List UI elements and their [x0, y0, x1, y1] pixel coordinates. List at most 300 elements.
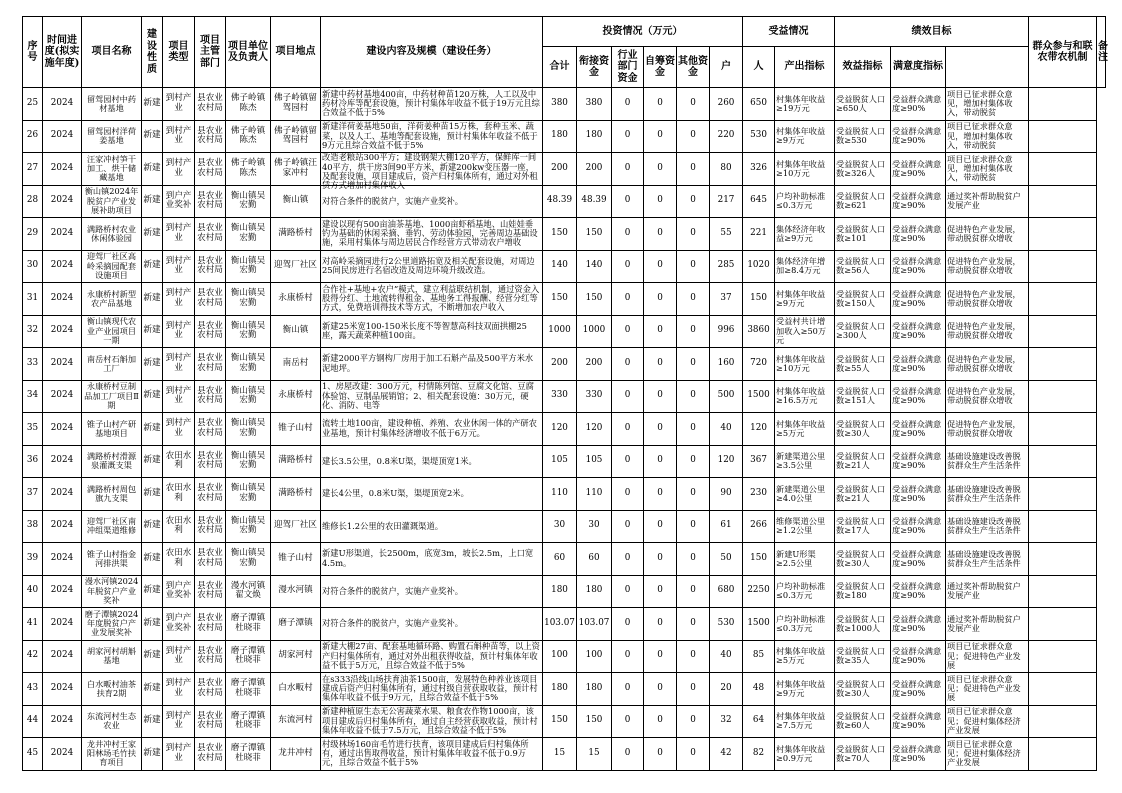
cell-unit-text: 磨子潭镇杜晓菲 — [230, 678, 266, 698]
cell-invest-total — [543, 88, 577, 121]
cell-location-text: 佛子岭镇留驾园村 — [274, 125, 317, 146]
cell-invest-dept-text: 0 — [624, 260, 631, 271]
cell-seq-text: 39 — [26, 552, 39, 563]
cell-year — [43, 738, 82, 771]
cell-nature — [142, 250, 163, 283]
cell-type — [163, 738, 195, 771]
cell-remark — [1029, 153, 1097, 186]
cell-invest-dept-text: 0 — [624, 617, 631, 628]
table-row — [23, 250, 1106, 283]
cell-content — [321, 543, 543, 576]
cell-seq — [23, 705, 43, 738]
cell-nature-text: 新建 — [143, 715, 161, 726]
cell-nature — [142, 120, 163, 153]
cell-invest-self-text: 0 — [657, 585, 663, 596]
cell-invest-total-text: 105 — [551, 455, 568, 466]
header-invest-self: 自筹资金 — [644, 47, 677, 88]
cell-type — [163, 608, 195, 641]
cell-unit — [226, 250, 271, 283]
cell-invest-link-text: 150 — [585, 227, 603, 238]
cell-invest-link-text: 380 — [585, 97, 603, 108]
cell-effect-text: 受益脱贫人口数≥150人 — [836, 288, 886, 308]
cell-invest-dept — [612, 608, 644, 641]
cell-mechanism — [946, 673, 1029, 706]
cell-households — [710, 153, 743, 186]
cell-mechanism-text: 项目已征求群众意见，增加村集体收入，带动脱贫 — [947, 88, 1013, 118]
cell-location — [271, 283, 321, 316]
cell-invest-total — [543, 608, 577, 641]
cell-content-text: 新建大棚27亩、配套基地循环路、购置石斛种苗等，以上资产归村集体所有，通过对外出租获得收益，预计村集体年收益不低于5万元，且综合效益不低于5% — [322, 641, 540, 670]
cell-invest-total-text: 120 — [551, 422, 568, 433]
cell-seq — [23, 478, 43, 511]
cell-invest-link — [577, 705, 612, 738]
cell-invest-total — [543, 510, 577, 543]
cell-project-name — [82, 120, 142, 153]
cell-invest-other-text: 0 — [690, 650, 696, 661]
cell-dept-text: 县农业农村局 — [197, 158, 223, 178]
cell-invest-other-text: 0 — [690, 130, 696, 141]
cell-output-text: 受益村共计增加收入≥50万元 — [776, 316, 827, 345]
cell-dept — [195, 543, 226, 576]
cell-seq-text: 34 — [26, 390, 39, 401]
cell-invest-dept-text: 0 — [624, 357, 631, 368]
cell-nature-text: 新建 — [143, 552, 161, 563]
cell-mechanism-text: 通过奖补帮助脱贫户发展产业 — [947, 581, 1021, 601]
cell-location — [271, 315, 321, 348]
cell-satisfaction — [891, 705, 946, 738]
cell-remark — [1029, 315, 1097, 348]
cell-remark — [1029, 348, 1097, 381]
cell-effect-text: 受益脱贫人口数≥30人 — [836, 678, 886, 698]
cell-invest-other — [677, 445, 710, 478]
cell-seq-text: 38 — [26, 520, 39, 531]
cell-invest-total — [543, 218, 577, 251]
cell-effect — [835, 705, 891, 738]
cell-project-name — [82, 348, 142, 381]
cell-satisfaction — [891, 640, 946, 673]
cell-invest-total — [543, 543, 577, 576]
cell-project-name-text: 满路桥村农业休闲体验园 — [86, 223, 137, 243]
cell-type-text: 到村产业 — [165, 255, 192, 276]
cell-invest-total — [543, 575, 577, 608]
cell-invest-link — [577, 575, 612, 608]
header-location: 项目地点 — [271, 17, 321, 88]
cell-seq — [23, 348, 43, 381]
cell-seq — [23, 575, 43, 608]
cell-satisfaction — [891, 153, 946, 186]
cell-households-text: 32 — [720, 715, 732, 726]
cell-invest-dept-text: 0 — [624, 552, 631, 563]
cell-output — [775, 218, 835, 251]
cell-dept-text: 县农业农村局 — [197, 743, 223, 763]
cell-year — [43, 120, 82, 153]
cell-project-name — [82, 445, 142, 478]
cell-effect-text: 受益脱贫人口≥650人 — [836, 93, 886, 113]
cell-invest-link-text: 110 — [585, 487, 603, 498]
cell-content — [321, 705, 543, 738]
cell-type-text: 农田水利 — [165, 515, 192, 536]
cell-invest-self-text: 0 — [657, 260, 663, 271]
cell-type — [163, 705, 195, 738]
cell-location-text: 满路桥村 — [278, 227, 313, 238]
cell-households-text: 220 — [717, 130, 735, 141]
cell-mechanism-text: 项目已征求群众意见；促进特色产业发展 — [947, 673, 1021, 703]
header-name: 项目名称 — [82, 17, 142, 88]
cell-invest-total — [543, 153, 577, 186]
cell-invest-dept — [612, 478, 644, 511]
cell-invest-other — [677, 478, 710, 511]
cell-location — [271, 738, 321, 771]
cell-remark — [1029, 705, 1097, 738]
cell-effect — [835, 315, 891, 348]
cell-location-text: 满路桥村 — [278, 455, 313, 466]
cell-remark — [1029, 380, 1097, 413]
cell-invest-dept-text: 0 — [624, 292, 631, 303]
cell-mechanism-text: 基础设施建设改善脱贫群众生产生活条件 — [947, 516, 1021, 536]
cell-year — [43, 543, 82, 576]
cell-project-name — [82, 510, 142, 543]
cell-effect-text: 受益脱贫人口数≥30人 — [836, 548, 886, 568]
cell-nature — [142, 543, 163, 576]
cell-output — [775, 510, 835, 543]
cell-people — [743, 185, 775, 218]
cell-type — [163, 510, 195, 543]
cell-dept — [195, 88, 226, 121]
cell-invest-self-text: 0 — [657, 747, 663, 758]
cell-invest-dept — [612, 738, 644, 771]
cell-mechanism — [946, 543, 1029, 576]
cell-invest-self — [644, 88, 677, 121]
cell-year — [43, 640, 82, 673]
cell-unit — [226, 445, 271, 478]
cell-invest-link-text: 330 — [585, 390, 603, 401]
cell-invest-other-text: 0 — [690, 747, 696, 758]
cell-invest-link — [577, 673, 612, 706]
cell-year-text: 2024 — [50, 682, 74, 693]
cell-nature-text: 新建 — [143, 422, 161, 433]
cell-households-text: 680 — [717, 585, 735, 596]
cell-people-text: 48 — [752, 682, 765, 693]
cell-content — [321, 640, 543, 673]
cell-invest-self — [644, 575, 677, 608]
cell-output — [775, 478, 835, 511]
cell-output — [775, 738, 835, 771]
cell-people — [743, 348, 775, 381]
cell-project-name — [82, 88, 142, 121]
cell-mechanism-text: 促进特色产业发展，带动脱贫群众增收 — [947, 418, 1021, 438]
table-row — [23, 348, 1106, 381]
cell-year-text: 2024 — [50, 487, 74, 498]
header-effect: 效益指标 — [835, 47, 891, 88]
cell-output-text: 户均补助标准≤0.3万元 — [776, 191, 826, 211]
cell-project-name-text: 漫水河镇2024年脱贫户产业奖补 — [84, 576, 139, 605]
cell-mechanism-text: 基础设施建设改善脱贫群众生产生活条件 — [947, 451, 1021, 471]
cell-type-text: 到村产业 — [165, 645, 192, 666]
cell-satisfaction-text: 受益群众满意度≥90% — [892, 711, 942, 731]
cell-satisfaction-text: 受益群众满意度≥90% — [892, 386, 942, 406]
cell-type-text: 到户产业奖补 — [165, 580, 192, 601]
cell-people — [743, 380, 775, 413]
cell-invest-self-text: 0 — [657, 195, 663, 206]
cell-effect-text: 受益脱贫人口数≥60人 — [836, 711, 886, 731]
cell-invest-other-text: 0 — [690, 292, 696, 303]
cell-people-text: 221 — [750, 227, 767, 238]
cell-output-text: 集体经济年增加≥8.4万元 — [776, 256, 826, 276]
cell-project-name — [82, 315, 142, 348]
cell-type — [163, 640, 195, 673]
cell-invest-other — [677, 315, 710, 348]
cell-effect — [835, 738, 891, 771]
cell-invest-dept — [612, 413, 644, 446]
cell-nature — [142, 413, 163, 446]
cell-people — [743, 153, 775, 186]
cell-invest-self — [644, 608, 677, 641]
cell-mechanism-text: 项目已征求群众意见，增加村集体收入，带动脱贫 — [947, 153, 1013, 183]
cell-nature-text: 新建 — [143, 585, 161, 596]
cell-type-text: 到村产业 — [165, 678, 192, 698]
cell-seq — [23, 510, 43, 543]
cell-dept — [195, 413, 226, 446]
cell-invest-self-text: 0 — [657, 617, 663, 628]
cell-output-text: 村集体年收益≥7.5万元 — [776, 711, 826, 731]
cell-seq-text: 41 — [26, 617, 39, 628]
cell-invest-self-text: 0 — [657, 487, 663, 498]
cell-location-text: 南岳村 — [282, 357, 309, 368]
cell-remark — [1029, 250, 1097, 283]
cell-year — [43, 413, 82, 446]
header-year: 时间进度(拟实施年度) — [43, 17, 82, 88]
cell-people-text: 645 — [750, 195, 767, 206]
cell-mechanism — [946, 608, 1029, 641]
cell-dept — [195, 445, 226, 478]
cell-households — [710, 705, 743, 738]
cell-output — [775, 185, 835, 218]
cell-unit — [226, 88, 271, 121]
cell-invest-self-text: 0 — [657, 682, 663, 693]
cell-seq-text: 26 — [26, 130, 39, 141]
cell-remark — [1029, 283, 1097, 316]
cell-invest-self — [644, 185, 677, 218]
header-satisfaction: 满意度指标 — [891, 47, 946, 88]
cell-invest-other-text: 0 — [690, 682, 696, 693]
cell-seq — [23, 640, 43, 673]
cell-location — [271, 510, 321, 543]
cell-content-text: 建设以现有500亩油茶基地、1000亩虾稻基地、山娃娃垂钓为基础的休闲采摘、垂钓、劳动体验园，完善周边基础设施，采用村集体与周边居民合作经营方式带动农户增收 — [322, 218, 538, 248]
header-output: 产出指标 — [775, 47, 835, 88]
cell-nature-text: 新建 — [143, 162, 161, 173]
cell-output-text: 村集体年收益≥9万元 — [776, 678, 826, 698]
cell-invest-total — [543, 413, 577, 446]
cell-invest-dept-text: 0 — [624, 130, 631, 141]
cell-invest-self — [644, 445, 677, 478]
cell-remark — [1029, 120, 1097, 153]
cell-mechanism — [946, 185, 1029, 218]
cell-content — [321, 152, 543, 191]
cell-type-text: 到村产业 — [165, 320, 192, 341]
cell-invest-other-text: 0 — [690, 357, 696, 368]
cell-output — [775, 445, 835, 478]
cell-dept-text: 县农业农村局 — [197, 580, 223, 601]
cell-invest-link-text: 1000 — [582, 325, 606, 336]
cell-content-text: 新建种植原生态无公害蔬菜水果、粮食农作物1000亩，该项目建成后归村集体所有，通过自主经营获取收益，预计村集体年收益不低于7.5万元，且综合效益不低于5% — [322, 706, 538, 735]
cell-invest-dept — [612, 705, 644, 738]
cell-location-text: 满路桥村 — [278, 487, 313, 498]
cell-mechanism — [946, 478, 1029, 511]
cell-effect-text: 受益脱贫人口数≥55人 — [836, 353, 886, 373]
header-mechanism: 群众参与和联农带农机制 — [1029, 17, 1097, 88]
cell-invest-link — [577, 413, 612, 446]
cell-invest-dept-text: 0 — [624, 650, 631, 661]
cell-mechanism — [946, 413, 1029, 446]
cell-seq-text: 30 — [26, 260, 39, 271]
cell-invest-other-text: 0 — [690, 325, 696, 336]
cell-output — [775, 575, 835, 608]
cell-mechanism — [946, 153, 1029, 186]
cell-invest-self — [644, 348, 677, 381]
cell-mechanism — [946, 250, 1029, 283]
cell-dept — [195, 218, 226, 251]
cell-invest-dept-text: 0 — [624, 585, 631, 596]
cell-satisfaction-text: 受益群众满意度≥90% — [892, 743, 942, 763]
cell-households-text: 42 — [720, 747, 732, 758]
cell-satisfaction — [891, 543, 946, 576]
cell-location — [271, 445, 321, 478]
cell-invest-self — [644, 380, 677, 413]
cell-year-text: 2024 — [50, 292, 74, 303]
cell-households — [710, 413, 743, 446]
cell-mechanism-text: 项目已征求群众意见；促进村集体经济产业发展 — [947, 738, 1021, 768]
cell-invest-self-text: 0 — [657, 552, 663, 563]
cell-people — [743, 543, 775, 576]
cell-unit-text: 衡山镇吴宏勤 — [230, 418, 266, 438]
cell-seq-text: 28 — [26, 195, 39, 206]
cell-effect-text: 受益脱贫人口数≥1000人 — [836, 613, 886, 633]
cell-dept-text: 县农业农村局 — [197, 93, 223, 113]
cell-people — [743, 445, 775, 478]
cell-nature-text: 新建 — [143, 227, 161, 238]
cell-invest-dept — [612, 640, 644, 673]
cell-households-text: 160 — [717, 357, 735, 368]
cell-year — [43, 315, 82, 348]
cell-nature — [142, 445, 163, 478]
cell-location — [271, 705, 321, 738]
cell-people-text: 64 — [752, 715, 765, 726]
cell-invest-other — [677, 348, 710, 381]
cell-year-text: 2024 — [50, 162, 74, 173]
cell-project-name-text: 满路桥村滑源泉灌溉支渠 — [86, 451, 137, 471]
cell-location-text: 永康桥村 — [278, 390, 313, 401]
cell-satisfaction-text: 受益群众满意度≥90% — [892, 548, 942, 568]
cell-invest-total — [543, 348, 577, 381]
cell-invest-dept-text: 0 — [624, 682, 631, 693]
cell-output-text: 村集体年收益≥10万元 — [776, 353, 826, 373]
cell-year — [43, 478, 82, 511]
cell-invest-total — [543, 283, 577, 316]
cell-households — [710, 738, 743, 771]
cell-effect — [835, 250, 891, 283]
cell-content-text: 村级林场160亩毛竹进行扶育，该项目建成后归村集体所有，通过出售取得收益，预计村集体年收益不低于0.9万元，且综合效益不低于5% — [322, 738, 529, 768]
cell-satisfaction-text: 受益群众满意度≥90% — [892, 93, 942, 113]
cell-people-text: 85 — [752, 650, 765, 661]
cell-remark — [1029, 640, 1097, 673]
cell-people-text: 3860 — [747, 325, 770, 336]
cell-households-text: 500 — [717, 390, 735, 401]
cell-dept — [195, 283, 226, 316]
cell-dept-text: 县农业农村局 — [197, 418, 223, 438]
cell-invest-self-text: 0 — [657, 390, 663, 401]
cell-dept — [195, 640, 226, 673]
cell-effect — [835, 348, 891, 381]
cell-mechanism-text: 通过奖补帮助脱贫户发展产业 — [947, 191, 1021, 211]
cell-location-text: 锥子山村 — [278, 552, 313, 563]
table-row — [23, 543, 1106, 576]
cell-invest-total — [543, 478, 577, 511]
cell-output — [775, 348, 835, 381]
cell-invest-link — [577, 218, 612, 251]
cell-satisfaction-text: 受益群众满意度≥90% — [892, 451, 942, 471]
cell-type-text: 农田水利 — [165, 483, 192, 503]
table-row — [23, 445, 1106, 478]
cell-invest-dept-text: 0 — [624, 227, 631, 238]
cell-nature-text: 新建 — [143, 455, 161, 466]
cell-location-text: 胡家河村 — [278, 650, 313, 661]
cell-output-text: 村集体年收益≥9万元 — [776, 288, 826, 308]
cell-type-text: 到户产业奖补 — [165, 613, 192, 633]
cell-unit — [226, 575, 271, 608]
cell-location — [271, 185, 321, 218]
project-table — [22, 16, 1109, 771]
cell-content — [321, 608, 543, 641]
cell-dept-text: 县农业农村局 — [197, 515, 223, 536]
cell-invest-link — [577, 380, 612, 413]
cell-dept-text: 县农业农村局 — [197, 255, 223, 276]
cell-invest-self-text: 0 — [657, 357, 663, 368]
cell-mechanism — [946, 575, 1029, 608]
cell-output — [775, 413, 835, 446]
cell-seq — [23, 380, 43, 413]
table-row — [23, 185, 1106, 218]
cell-project-name — [82, 380, 142, 413]
cell-location-text: 漫水河镇 — [278, 585, 313, 596]
cell-remark — [1029, 185, 1097, 218]
cell-invest-dept-text: 0 — [624, 325, 631, 336]
cell-project-name-text: 留驾园村中药材基地 — [86, 93, 137, 113]
cell-invest-total-text: 1000 — [548, 325, 571, 336]
cell-effect — [835, 445, 891, 478]
cell-dept-text: 县农业农村局 — [197, 483, 223, 503]
cell-dept — [195, 575, 226, 608]
cell-mechanism-text: 促进特色产业发展，带动脱贫群众增收 — [947, 288, 1021, 308]
cell-invest-link — [577, 250, 612, 283]
cell-invest-total — [543, 185, 577, 218]
table-row — [23, 738, 1106, 771]
cell-seq — [23, 185, 43, 218]
cell-mechanism — [946, 88, 1029, 121]
cell-output — [775, 608, 835, 641]
cell-invest-total-text: 380 — [551, 97, 568, 108]
cell-invest-other-text: 0 — [690, 162, 696, 173]
cell-type-text: 到村产业 — [165, 418, 192, 438]
cell-satisfaction-text: 受益群众满意度≥90% — [892, 581, 942, 601]
cell-satisfaction-text: 受益群众满意度≥90% — [892, 158, 942, 178]
cell-invest-dept — [612, 185, 644, 218]
cell-project-name-text: 衡山镇2024年脱贫户产业发展补助项目 — [84, 186, 139, 215]
cell-seq — [23, 218, 43, 251]
table-row — [23, 478, 1106, 511]
cell-invest-total — [543, 380, 577, 413]
cell-invest-total-text: 150 — [551, 715, 568, 726]
cell-content-text: 新建U形渠道，长2500m，底宽3m，坡长2.5m，上口宽4.5m。 — [322, 548, 534, 568]
